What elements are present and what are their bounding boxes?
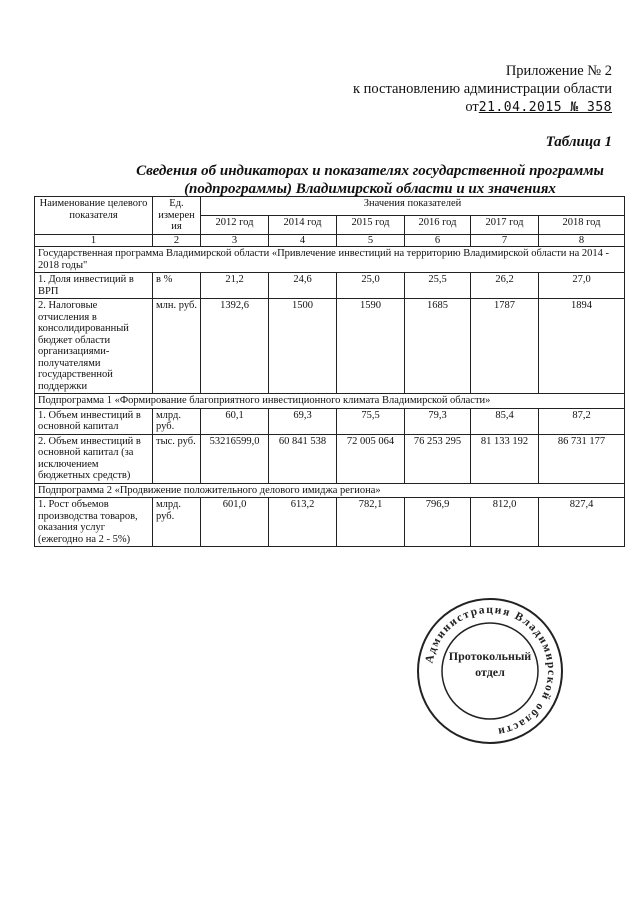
value-cell: 1392,6 [201,299,269,394]
value-cell: 812,0 [471,498,539,547]
value-cell: 1787 [471,299,539,394]
column-number: 5 [337,234,405,247]
value-cell: 27,0 [539,273,625,299]
indicator-unit: в % [153,273,201,299]
header-year: 2017 год [471,215,539,234]
indicator-unit: тыс. руб. [153,434,201,483]
value-cell: 796,9 [405,498,471,547]
value-cell: 24,6 [269,273,337,299]
appendix-date-prefix: от [465,99,479,115]
stamp-ring-text: Администрация Владимирской области [423,603,558,738]
table-row [35,498,625,547]
header-year: 2016 год [405,215,471,234]
value-cell: 25,0 [337,273,405,299]
value-cell: 53216599,0 [201,434,269,483]
appendix-date-line [353,98,612,117]
value-cell: 782,1 [337,498,405,547]
indicator-name: 1. Доля инвестиций в ВРП [35,273,153,299]
header-year: 2018 год [539,215,625,234]
appendix-title: Приложение № 2 [505,63,612,79]
stamp-center-line-2: отдел [475,665,505,679]
value-cell: 79,3 [405,408,471,434]
value-cell: 81 133 192 [471,434,539,483]
official-stamp [415,596,565,746]
table-row [35,408,625,434]
indicator-name: 1. Рост объемов производства товаров, оказания услуг (ежегодно на 2 - 5%) [35,498,153,547]
header-year: 2014 год [269,215,337,234]
header-values: Значения показателей [201,197,625,216]
section-row-subprogram-1 [35,394,625,409]
stamp-center-line-1: Протокольный [448,649,532,663]
column-number: 4 [269,234,337,247]
column-number: 2 [153,234,201,247]
table-row [35,299,625,394]
header-indicator-name: Наименование целевого показателя [35,197,153,235]
header-year: 2012 год [201,215,269,234]
value-cell: 87,2 [539,408,625,434]
table-row [35,434,625,483]
section-row-program [35,247,625,273]
appendix-subtitle: к постановлению администрации области [352,81,612,97]
value-cell: 72 005 064 [337,434,405,483]
indicator-name: 2. Объем инвестиций в основной капитал (за исключением бюджетных средств) [35,434,153,483]
value-cell: 75,5 [337,408,405,434]
table-label: Таблица 1 [545,134,612,150]
value-cell: 85,4 [471,408,539,434]
section-title: Подпрограмма 1 «Формирование благоприятного инвестиционного климата Владимирской области» [35,394,625,409]
column-number: 6 [405,234,471,247]
section-title: Подпрограмма 2 «Продвижение положительного делового имиджа региона» [35,483,625,498]
value-cell: 1685 [405,299,471,394]
header-unit: Ед. измерен ия [153,197,201,235]
indicator-unit: млрд. руб. [153,498,201,547]
heading-line-2: (подпрограммы) Владимирской области и их значениях [184,181,556,197]
value-cell: 60,1 [201,408,269,434]
section-title: Государственная программа Владимирской области «Привлечение инвестиций на территорию Владимирской области на 2014 - 2018 годы" [35,247,625,273]
value-cell: 1894 [539,299,625,394]
value-cell: 1590 [337,299,405,394]
column-number: 1 [35,234,153,247]
document-heading [120,162,620,198]
value-cell: 60 841 538 [269,434,337,483]
value-cell: 76 253 295 [405,434,471,483]
section-row-subprogram-2 [35,483,625,498]
column-number: 3 [201,234,269,247]
table-row [35,273,625,299]
indicators-table [34,196,625,547]
value-cell: 69,3 [269,408,337,434]
indicator-name: 2. Налоговые отчисления в консолидированный бюджет области организациями-получателями государственной поддержки [35,299,153,394]
column-number: 7 [471,234,539,247]
value-cell: 26,2 [471,273,539,299]
column-number: 8 [539,234,625,247]
value-cell: 21,2 [201,273,269,299]
indicator-unit: млрд. руб. [153,408,201,434]
value-cell: 827,4 [539,498,625,547]
appendix-date-number: 21.04.2015 № 358 [478,100,612,115]
indicator-name: 1. Объем инвестиций в основной капитал [35,408,153,434]
heading-line-1: Сведения об индикаторах и показателях государственной программы [136,163,604,179]
indicator-unit: млн. руб. [153,299,201,394]
column-number-row [35,234,625,247]
appendix-block [353,62,612,117]
header-year: 2015 год [337,215,405,234]
value-cell: 1500 [269,299,337,394]
value-cell: 86 731 177 [539,434,625,483]
value-cell: 601,0 [201,498,269,547]
value-cell: 613,2 [269,498,337,547]
value-cell: 25,5 [405,273,471,299]
